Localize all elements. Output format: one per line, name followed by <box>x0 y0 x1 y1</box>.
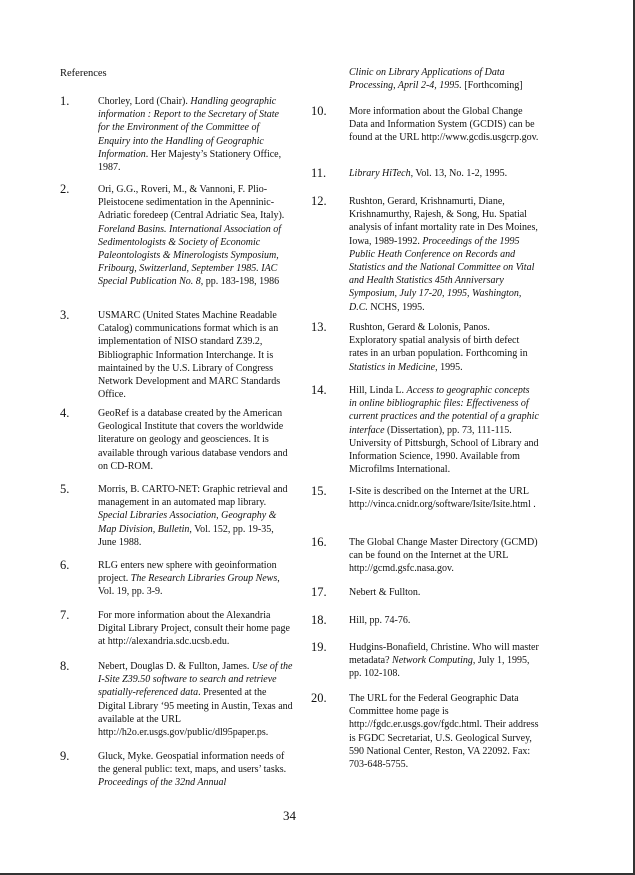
reference-plain-text: , Vol. 13, No. 1-2, 1995. <box>410 168 508 179</box>
reference-italic-text: Clinic on Library Applications of Data Processing, April 2-4, 1995. <box>349 67 505 92</box>
reference-text <box>349 195 539 314</box>
reference-italic-text: Proceedings of the 1995 Public Heath Conference on Records and Statistics and the National Committee on Vital and Health Statistics 45th Anniversary Symposium, July 17-20, 1995, Washington, D.C. <box>349 235 535 313</box>
reference-number: 18. <box>311 613 327 627</box>
reference-number: 12. <box>311 194 327 208</box>
reference-number: 6. <box>60 558 70 572</box>
reference-number: 5. <box>60 482 70 496</box>
reference-text <box>349 105 539 145</box>
reference-text <box>98 309 293 401</box>
reference-text <box>98 407 293 473</box>
reference-text <box>98 183 293 289</box>
reference-plain-text: , Vol. 152, pp. 19-35, June 1988. <box>98 523 274 548</box>
reference-plain-text: Gluck, Myke. Geospatial information needs of the general public: text, maps, and users’ tasks. <box>98 751 287 776</box>
reference-number: 1. <box>60 94 70 108</box>
reference-number: 19. <box>311 640 327 654</box>
reference-number: 20. <box>311 691 327 705</box>
reference-italic-text: Handling geographic information : Report to the Secretary of State for the Environment of the Committee of Enquiry into the Handling of Geographic Information <box>98 96 279 160</box>
reference-number: 3. <box>60 308 70 322</box>
references-heading: References <box>60 68 107 79</box>
reference-number: 13. <box>311 320 327 334</box>
reference-number: 9. <box>60 749 70 763</box>
reference-plain-text: Rushton, Gerard, Krishnamurti, Diane, Krishnamurthy, Rajesh, & Song, Hu. Spatial analysis of infant mortality rate in Des Moines, Iowa, 1989-1992. <box>349 196 538 247</box>
reference-plain-text: The URL for the Federal Geographic Data Committee home page is http://fgdc.er.usgs.gov/fgdc.html. Their address is FGDC Secretariat, U.S. Geological Survey, 590 National Center, Reston, VA 22092. Fax: 703-648-5755. <box>349 693 539 771</box>
reference-plain-text: Hudgins-Bonafield, Christine. Who will master metadata? <box>349 642 539 667</box>
reference-number: 8. <box>60 659 70 673</box>
reference-number: 14. <box>311 383 327 397</box>
reference-number: 2. <box>60 182 70 196</box>
reference-plain-text: , Vol. 19, pp. 3-9. <box>98 573 280 598</box>
reference-italic-text: Use of the I-Site Z39.50 software to search and retrieve spatially-referenced data <box>98 661 293 699</box>
reference-plain-text: . Her Majesty’s Stationery Office, 1987. <box>98 148 282 174</box>
reference-italic-text: Library HiTech <box>349 168 411 179</box>
reference-number: 15. <box>311 484 327 498</box>
reference-plain-text: . Presented at the Digital Library ‘95 meeting in Austin, Texas and available at the URL http://h2o.er.usgs.gov/public/dl95paper.ps. <box>98 687 293 739</box>
reference-text <box>98 559 293 599</box>
reference-italic-text: Special Libraries Association, Geography & Map Division, Bulletin <box>98 510 277 535</box>
reference-plain-text: GeoRef is a database created by the American Geological Institute that covers the worldwide literature on geology and geosciences. It is available through various database vendors and on CD-ROM. <box>98 408 288 472</box>
reference-text <box>349 321 539 374</box>
reference-italic-text: Access to geographic concepts in online bibliographic files: Effectiveness of current practices and the potential of a graphic interface <box>349 385 539 436</box>
reference-number: 17. <box>311 585 327 599</box>
reference-plain-text: , 1995. <box>435 361 463 373</box>
reference-italic-text: Statistics in Medicine <box>349 361 436 373</box>
reference-plain-text: Nebert & Fullton. <box>349 587 421 598</box>
reference-plain-text: , July 1, 1995, pp. 102-108. <box>349 655 530 680</box>
reference-9-continuation <box>349 66 539 92</box>
reference-plain-text: Rushton, Gerard & Lolonis, Panos. Exploratory spatial analysis of birth defect rates in an urban population. Forthcoming in <box>349 322 528 360</box>
reference-plain-text: More information about the Global Change Data and Information System (GCDIS) can be found at the URL http://www.gcdis.usgcrp.gov. <box>349 106 539 144</box>
reference-plain-text: Hill, pp. 74-76. <box>349 615 411 626</box>
reference-text <box>98 660 293 739</box>
reference-italic-text: Proceedings of the 32nd Annual <box>98 777 227 789</box>
reference-plain-text: I-Site is described on the Internet at the URL http://vinca.cnidr.org/software/Isite/Isite.html . <box>349 486 536 511</box>
reference-number: 16. <box>311 535 327 549</box>
reference-plain-text: For more information about the Alexandria Digital Library Project, consult their home page at http://alexandria.sdc.ucsb.edu. <box>98 610 290 648</box>
reference-plain-text: Chorley, Lord (Chair). <box>98 96 191 107</box>
reference-plain-text: Ori, G.G., Roveri, M., & Vannoni, F. Plio-Pleistocene sedimentation in the Apenninic-Adriatic foredeep (Central Adriatic Sea, Italy). <box>98 184 285 222</box>
reference-number: 7. <box>60 608 70 622</box>
reference-plain-text: Nebert, Douglas D. & Fullton, James. <box>98 661 252 672</box>
reference-text <box>349 586 539 599</box>
reference-number: 4. <box>60 406 70 420</box>
reference-text <box>349 641 539 681</box>
reference-text <box>98 750 293 790</box>
reference-plain-text: The Global Change Master Directory (GCMD) can be found on the Internet at the URL http://gcmd.gsfc.nasa.gov. <box>349 537 538 575</box>
reference-text <box>349 536 539 576</box>
reference-text <box>349 614 539 627</box>
reference-text <box>98 609 293 649</box>
reference-plain-text: RLG enters new sphere with geoinformation project. <box>98 560 277 585</box>
reference-text <box>349 384 539 476</box>
reference-italic-text: The Research Libraries Group News <box>130 573 278 585</box>
reference-plain-text: [Forthcoming] <box>461 80 523 92</box>
reference-text <box>98 95 293 174</box>
reference-text <box>349 485 539 511</box>
reference-plain-text: Hill, Linda L. <box>349 385 407 396</box>
reference-number: 10. <box>311 104 327 118</box>
reference-italic-text: Network Computing <box>392 655 473 667</box>
reference-number: 11. <box>311 166 327 180</box>
reference-plain-text: (Dissertation), pp. 73, 111-115. University of Pittsburgh, School of Library and Information Science, 1990. Available from Microfilms International. <box>349 424 539 476</box>
reference-plain-text: NCHS, 1995. <box>367 301 425 313</box>
reference-text <box>349 692 539 771</box>
reference-italic-text: Foreland Basins. International Association of Sedimentologists & Society of Economic Paleontologists & Minerologists Symposium, Fribourg, Switzerland, September 1985. IAC Special Publication No. 8 <box>98 223 282 288</box>
reference-plain-text: USMARC (United States Machine Readable Catalog) communications format which is an implementation of NISO standard Z39.2, Bibliographic Information Interchange. It is maintained by the U.S. Library of Congress Network Development and MARC Standards Office. <box>98 310 281 401</box>
page-number: 34 <box>283 808 296 823</box>
reference-plain-text: , pp. 183-198, 1986 <box>200 276 280 288</box>
reference-text <box>98 483 293 549</box>
reference-plain-text: Morris, B. CARTO-NET: Graphic retrieval and management in an automated map library. <box>98 484 288 509</box>
reference-text <box>349 167 539 180</box>
